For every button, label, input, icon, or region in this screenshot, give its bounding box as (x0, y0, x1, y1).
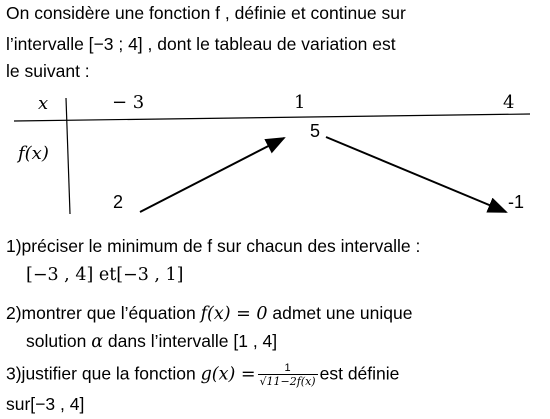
question-3-fraction (258, 362, 318, 388)
table-x-value-start: − 3 (112, 92, 145, 113)
intro-line-3: le suivant : (6, 61, 90, 81)
question-3-line-1 (6, 362, 399, 388)
table-x-value-end: 4 (503, 92, 515, 113)
question-3-line-2: sur[−3 , 4] (6, 394, 85, 414)
table-f-value-start: 2 (113, 192, 124, 212)
table-f-value-middle: 5 (310, 121, 321, 141)
decreasing-arrow (326, 137, 506, 212)
question-3-function: g(x) = (200, 364, 256, 385)
intro-line-2: l’intervalle [−3 ; 4] , dont le tableau de variation est (6, 34, 396, 54)
table-f-value-end: -1 (508, 192, 525, 212)
fraction-numerator: 1 (258, 362, 318, 375)
table-fx-label: f(x) (18, 143, 49, 164)
question-2-interval-text: dans l’intervalle [1 , 4] (103, 331, 278, 351)
table-horizontal-line (14, 114, 530, 121)
question-3-text-a: 3)justifier que la fonction (6, 363, 201, 384)
table-x-label: x (38, 93, 49, 114)
intro-line-1: On considère une fonction f , définie et continue sur (6, 3, 406, 23)
question-2-solution-text: solution (26, 331, 92, 351)
question-2-alpha: α (91, 332, 104, 352)
question-2-text-a: 2)montrer que l’équation (6, 303, 201, 323)
fraction-denominator: √11−2f(x) (259, 375, 316, 388)
question-2-line-1 (6, 302, 412, 325)
increasing-arrow (140, 138, 284, 212)
question-2-line-2 (26, 330, 277, 353)
question-1-line-2: [−3 , 4] et[−3 , 1] (26, 265, 184, 285)
question-3-text-b: est définie (319, 363, 400, 384)
question-2-equation: f(x) = 0 (200, 304, 268, 324)
question-2-text-b: admet une unique (267, 303, 413, 323)
table-vertical-line (66, 98, 70, 214)
table-x-value-middle: 1 (294, 92, 306, 113)
question-1-line-1: 1)préciser le minimum de f sur chacun des intervalle : (6, 236, 421, 256)
